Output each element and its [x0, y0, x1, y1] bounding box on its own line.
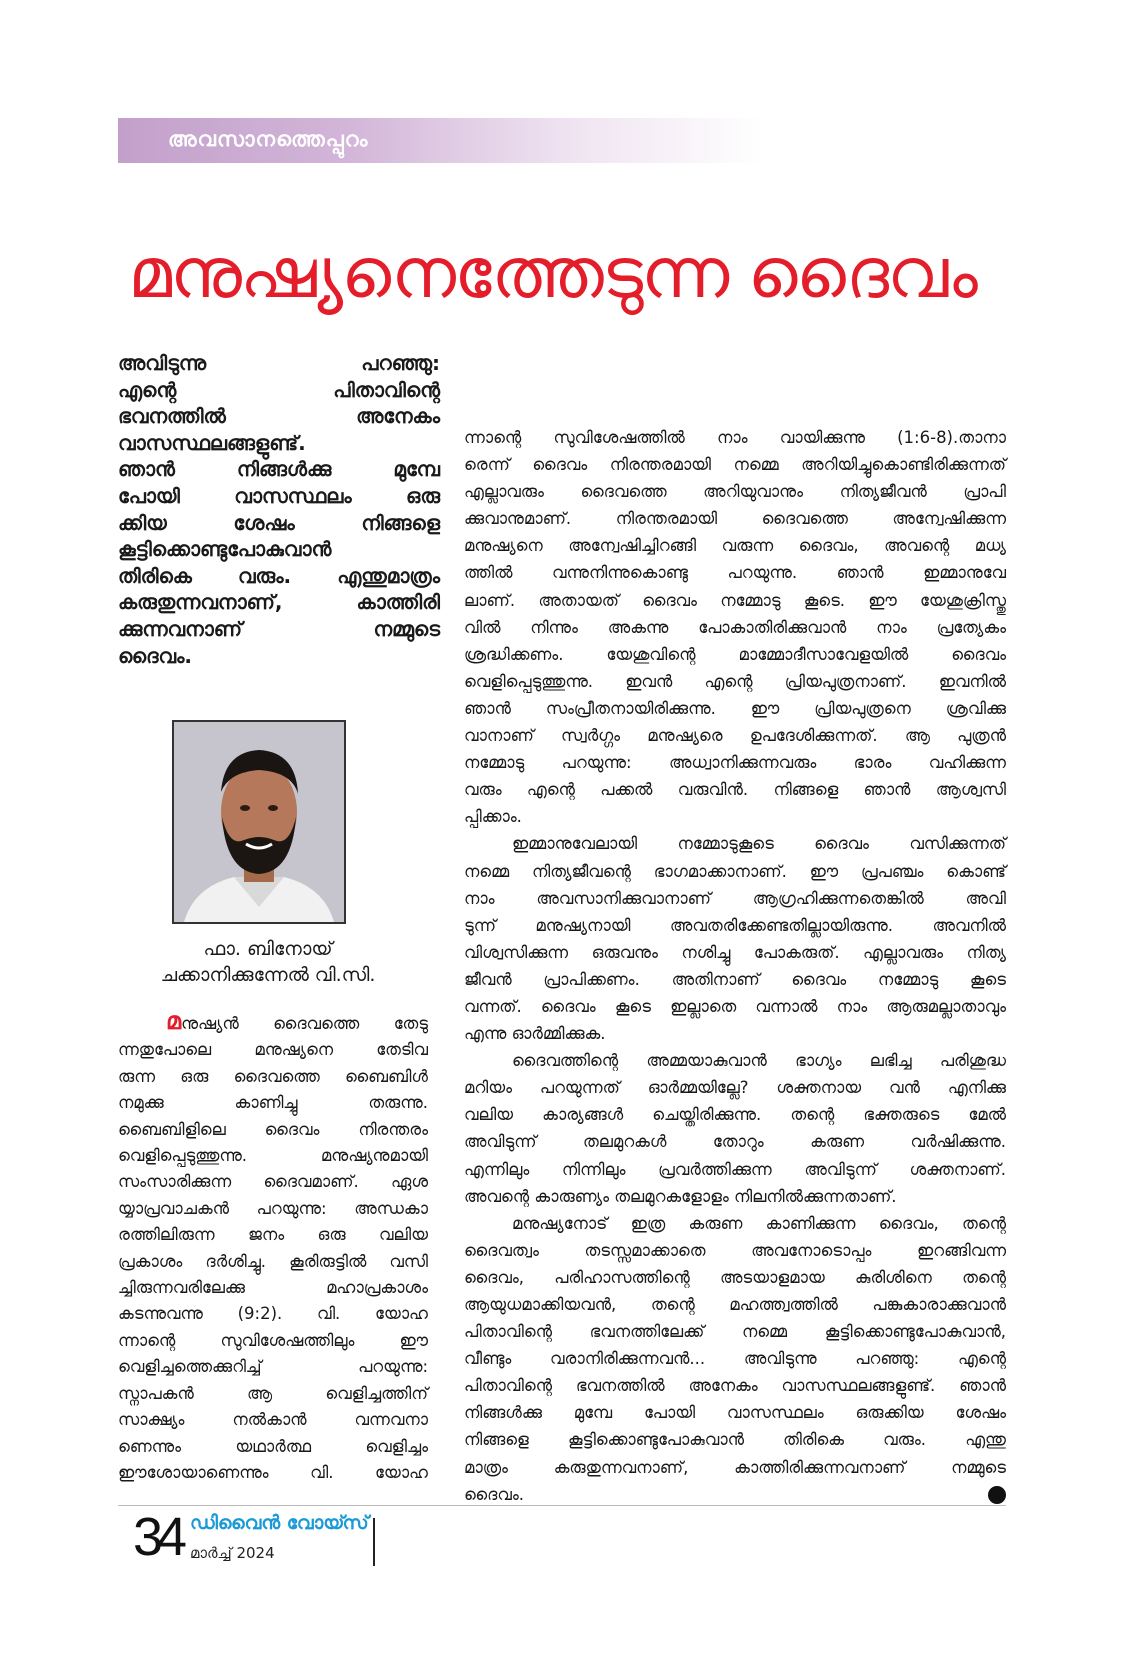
- text-line: അവിടുന്ന് തലമുറകൾ തോറും കരുണ വർഷിക്കുന്നു.: [464, 1132, 1006, 1152]
- text-line: ബൈബിളിലെ ദൈവം നിരന്തരം: [118, 1119, 428, 1139]
- text-line: മറിയം പറയുന്നത് ഓർമ്മയില്ലേ? ശക്തനായ വൻ എനിക്കു: [464, 1078, 1006, 1098]
- text-line: ദൈവം.: [464, 1481, 1006, 1508]
- magazine-name: ഡിവൈൻ വോയ്സ്: [190, 1512, 369, 1534]
- text-line: വെളിപ്പെടുത്തുന്നു. മനുഷ്യനുമായി: [118, 1146, 428, 1166]
- text-line: വാനാണ് സ്വർഗ്ഗം മനുഷ്യരെ ഉപദേശിക്കുന്നത്. ആ പുത്രൻ: [464, 726, 1006, 746]
- text-line: ന്നതുപോലെ മനുഷ്യനെ തേടിവ: [118, 1040, 428, 1060]
- text-line: പിതാവിന്റെ ഭവനത്തിലേക്ക് നമ്മെ കൂട്ടിക്കൊണ്ടുപോകുവാൻ,: [464, 1322, 1006, 1342]
- text-line: വെളിച്ചത്തെക്കുറിച്ച് പറയുന്നു:: [118, 1357, 428, 1377]
- text-line: വിശ്വസിക്കുന്ന ഒരുവനും നശിച്ചു പോകരുത്. എല്ലാവരും നിത്യ: [464, 942, 1006, 962]
- drop-cap: മ: [166, 1007, 182, 1035]
- text-line: രത്തിലിരുന്ന ജനം ഒരു വലിയ: [118, 1225, 428, 1245]
- text-line: ക്കുവാനുമാണ്. നിരന്തരമായി ദൈവത്തെ അന്വേഷിക്കുന്ന: [464, 509, 1006, 529]
- text-line: പിതാവിന്റെ ഭവനത്തിൽ അനേകം വാസസ്ഥലങ്ങളുണ്ട്. ഞാൻ: [464, 1376, 1006, 1396]
- text-line: സ്നാപകൻ ആ വെളിച്ചത്തിന്: [118, 1383, 428, 1403]
- text-line: ഈശോയാണെന്നും വി. യോഹ: [118, 1462, 428, 1482]
- text-line: ന്നാന്റെ സുവിശേഷത്തിൽ നാം വായിക്കുന്നു (1:6-8).താനാ: [464, 428, 1006, 447]
- text-line: നമ്മോടു പറയുന്നു: അധ്വാനിക്കുന്നവരും ഭാരം വഹിക്കുന്ന: [464, 753, 1006, 773]
- section-band: [118, 118, 763, 163]
- text-line: വാസസ്ഥലങ്ങളുണ്ട്.: [118, 430, 306, 455]
- text-line: മനുഷ്യനെ അന്വേഷിച്ചിറങ്ങി വരുന്ന ദൈവം, അവന്റെ മധ്യ: [464, 536, 1006, 556]
- author-name-line1: ഫാ. ബിനോയ്: [203, 938, 333, 960]
- text-line: ത്തിൽ വന്നുനിന്നുകൊണ്ടു പറയുന്നു. ഞാൻ ഇമ്മാനുവേ: [464, 563, 1006, 583]
- author-photo: [172, 720, 346, 924]
- text-line: നമുക്കു കാണിച്ചു തരുന്നു.: [118, 1093, 428, 1113]
- text-line: ജീവൻ പ്രാപിക്കണം. അതിനാണ് ദൈവം നമ്മോടു കൂടെ: [464, 969, 1006, 989]
- text-line: ശ്രദ്ധിക്കണം. യേശുവിന്റെ മാമ്മോദീസാവേളയിൽ ദൈവം: [464, 644, 1006, 664]
- text-line: എന്നിലും നിന്നിലും പ്രവർത്തിക്കുന്ന അവിടുന്ന് ശക്തനാണ്.: [464, 1159, 1006, 1179]
- text-line: രുന്ന ഒരു ദൈവത്തെ ബൈബിൾ: [118, 1066, 428, 1086]
- text-line: പ്പിക്കാം.: [464, 807, 522, 827]
- text-line: എന്റെ പിതാവിന്റെ: [118, 377, 440, 402]
- text-line: ഞാൻ സംപ്രീതനായിരിക്കുന്നു. ഈ പ്രിയപുത്രനെ ശ്രവിക്കു: [464, 698, 1006, 718]
- text-line: ടുന്ന് മനുഷ്യനായി അവതരിക്കേണ്ടതില്ലായിരുന്നു. അവനിൽ: [464, 915, 1006, 935]
- text-line: അവന്റെ കാരുണ്യം തലമുറകളോളം നിലനിൽക്കുന്നതാണ്.: [464, 1186, 897, 1206]
- text-line: ദൈവം.: [118, 643, 192, 668]
- text-line: ആയുധമാക്കിയവൻ, തന്റെ മഹത്ത്വത്തിൽ പങ്കുകാരാക്കുവാൻ: [464, 1295, 1006, 1314]
- text-line: അവിടുന്നു പറഞ്ഞു:: [118, 351, 440, 375]
- footer-divider: [118, 1505, 1006, 1506]
- text-line: യ്യാപ്രവാചകൻ പറയുന്നു: അന്ധകാ: [118, 1198, 428, 1218]
- article-title: മനുഷ്യനെത്തേടുന്ന ദൈവം: [128, 232, 976, 314]
- text-line: വെളിപ്പെടുത്തുന്നു. ഇവൻ എന്റെ പ്രിയപുത്രനാണ്. ഇവനിൽ: [464, 671, 1006, 691]
- text-line: നാം അവസാനിക്കുവാനാണ് ആഗ്രഹിക്കുന്നതെങ്കിൽ അവി: [464, 888, 1006, 908]
- text-line: പോയി വാസസ്ഥലം ഒരു: [118, 483, 440, 508]
- pull-quote: [118, 350, 440, 669]
- text-line: ഞാൻ നിങ്ങൾക്കു മുമ്പേ: [118, 457, 440, 482]
- text-line: ക്കുന്നവനാണ് നമ്മുടെ: [118, 616, 440, 641]
- text-line: എല്ലാവരും ദൈവത്തെ അറിയുവാനും നിത്യജീവൻ പ്രാപി: [464, 482, 1006, 502]
- text-line: ന്നാന്റെ സുവിശേഷത്തിലും ഈ: [118, 1330, 428, 1350]
- text-line: ദൈവത്വം തടസ്സമാക്കാതെ അവനോടൊപ്പം ഇറങ്ങിവന്ന: [464, 1240, 1006, 1260]
- text-line: കൂട്ടിക്കൊണ്ടുപോകുവാൻ: [118, 537, 332, 562]
- text-line: സംസാരിക്കുന്ന ദൈവമാണ്. ഏശ: [118, 1172, 428, 1192]
- text-line: ച്ചിരുന്നവരിലേക്കു മഹാപ്രകാശം: [118, 1278, 428, 1298]
- text-line: വിൽ നിന്നും അകന്നു പോകാതിരിക്കുവാൻ നാം പ്രത്യേകം: [464, 617, 1006, 637]
- text-line: രെന്ന് ദൈവം നിരന്തരമായി നമ്മെ അറിയിച്ചുകൊണ്ടിരിക്കുന്നത്: [464, 455, 1006, 475]
- text-line: പ്രകാശം ദർശിച്ചു. കൂരിരുട്ടിൽ വസി: [118, 1251, 428, 1271]
- text-line: ക്കിയ ശേഷം നിങ്ങളെ: [118, 510, 440, 535]
- issue-date: മാർച്ച് 2024: [190, 1544, 275, 1562]
- body-text: നുഷ്യൻ ദൈവത്തെ തേടു: [181, 1014, 428, 1033]
- text-line: ണെന്നും യഥാർത്ഥ വെളിച്ചം: [118, 1436, 428, 1456]
- text-line: നമ്മെ നിത്യജീവന്റെ ഭാഗമാക്കാനാണ്. ഈ പ്രപഞ്ചം കൊണ്ട്: [464, 861, 1006, 881]
- text-line: ഭവനത്തിൽ അനേകം: [118, 404, 440, 429]
- left-body-column: [118, 1008, 428, 1486]
- text-line: നിങ്ങളെ കൂട്ടിക്കൊണ്ടുപോകുവാൻ തിരികെ വരും. എന്തു: [464, 1430, 1006, 1450]
- body-line: [118, 1008, 428, 1037]
- text-line: വലിയ കാര്യങ്ങൾ ചെയ്തിരിക്കുന്നു. തന്റെ ഭക്തരുടെ മേൽ: [464, 1105, 1006, 1125]
- text-line: മാത്രം കരുതുന്നവനാണ്, കാത്തിരിക്കുന്നവനാണ് നമ്മുടെ: [464, 1457, 1006, 1477]
- page-number: 34: [133, 1507, 182, 1567]
- right-body-column: [464, 424, 1006, 1508]
- author-name-line2: ചക്കാനിക്കുന്നേൽ വി.സി.: [160, 964, 376, 986]
- text-line: ദൈവം, പരിഹാസത്തിന്റെ അടയാളമായ കുരിശിനെ തന്റെ: [464, 1267, 1006, 1287]
- text-line: ഇമ്മാനുവേലായി നമ്മോടുകൂടെ ദൈവം വസിക്കുന്നത്: [512, 834, 1006, 854]
- footer-vertical-divider: [373, 1518, 375, 1566]
- text-line: ലാണ്. അതായത് ദൈവം നമ്മോടു കൂടെ. ഈ യേശുക്രിസ്തു: [464, 590, 1006, 610]
- text-line: മനുഷ്യനോട് ഇത്ര കരുണ കാണിക്കുന്ന ദൈവം, തന്റെ: [512, 1213, 1006, 1233]
- text-line: ദൈവത്തിന്റെ അമ്മയാകുവാൻ ഭാഗ്യം ലഭിച്ച പരിശുദ്ധ: [512, 1051, 1006, 1071]
- author-caption: [118, 936, 418, 988]
- text-line: എന്നു ഓർമ്മിക്കുക.: [464, 1024, 606, 1044]
- text-line: വരും എന്റെ പക്കൽ വരുവിൻ. നിങ്ങളെ ഞാൻ ആശ്വസി: [464, 780, 1006, 800]
- text-line: സാക്ഷ്യം നൽകാൻ വന്നവനാ: [118, 1410, 428, 1430]
- text-line: വീണ്ടും വരാനിരിക്കുന്നവൻ... അവിടുന്നു പറഞ്ഞു: എന്റെ: [464, 1349, 1006, 1369]
- text-line: വന്നത്. ദൈവം കൂടെ ഇല്ലാതെ വന്നാൽ നാം ആരുമല്ലാതാവും: [464, 996, 1006, 1016]
- text-line: കടന്നുവന്നു (9:2). വി. യോഹ: [118, 1304, 428, 1324]
- text-line: കരുതുന്നവനാണ്, കാത്തിരി: [118, 590, 440, 615]
- end-mark-icon: [988, 1486, 1006, 1504]
- text-line: തിരികെ വരും. എന്തുമാത്രം: [118, 563, 440, 588]
- text-line: നിങ്ങൾക്കു മുമ്പേ പോയി വാസസ്ഥലം ഒരുക്കിയ ശേഷം: [464, 1403, 1006, 1423]
- section-label: അവസാനത്തെപ്പുറം: [168, 127, 369, 151]
